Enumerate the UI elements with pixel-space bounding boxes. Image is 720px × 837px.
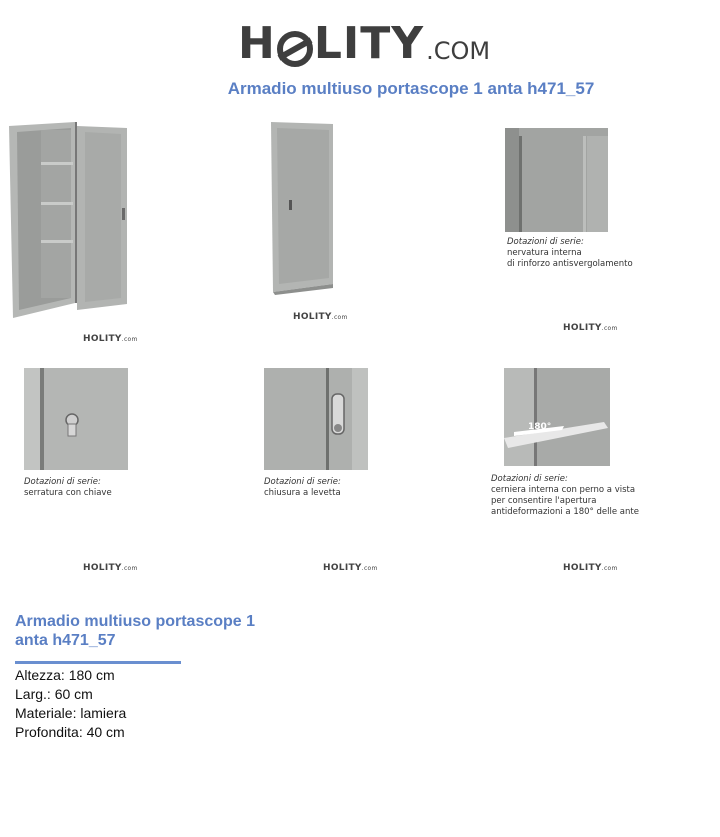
spec-height: Altezza: 180 cm [15,667,115,683]
tile3-logo: HOLITY.com [563,323,618,333]
tile4-caption: Dotazioni di serie: serratura con chiave [24,477,112,498]
tile2-logo: HOLITY.com [293,312,348,322]
product-image-open-cabinet[interactable] [5,118,140,323]
tile5-logo: HOLITY.com [323,563,378,573]
tile3-caption: Dotazioni di serie: nervatura interna di rinforzo antisvergolamento [507,237,633,269]
tile1-logo: HOLITY.com [83,334,138,344]
product-specs [15,666,126,742]
detail-image-lever-lock[interactable] [264,368,368,470]
logo-h: H [238,18,276,69]
spec-depth: Profondita: 40 cm [15,724,125,740]
page-title: Armadio multiuso portascope 1 anta h471_57 [227,79,595,98]
product-image-closed-cabinet[interactable] [265,118,340,298]
logo-com: .COM [426,37,491,65]
spec-material: Materiale: lamiera [15,705,127,721]
holity-logo[interactable] [238,18,491,69]
tile6-logo: HOLITY.com [563,563,618,573]
logo-lity: LITY [313,18,425,69]
spec-width: Larg.: 60 cm [15,686,93,702]
tile5-caption: Dotazioni di serie: chiusura a levetta [264,477,341,498]
title-divider [15,661,181,664]
badge-180: 180° [528,422,552,432]
detail-image-internal-rib[interactable] [505,128,608,232]
detail-image-lock-key[interactable] [24,368,128,470]
detail-image-hinge-180[interactable] [504,368,610,466]
tile4-logo: HOLITY.com [83,563,138,573]
tile6-caption: Dotazioni di serie: cerniera interna con perno a vista per consentire l'apertura antideformazioni a 180° delle ante [491,474,639,517]
logo-o-icon [277,26,313,66]
product-title: Armadio multiuso portascope 1 anta h471_57 [15,613,256,649]
